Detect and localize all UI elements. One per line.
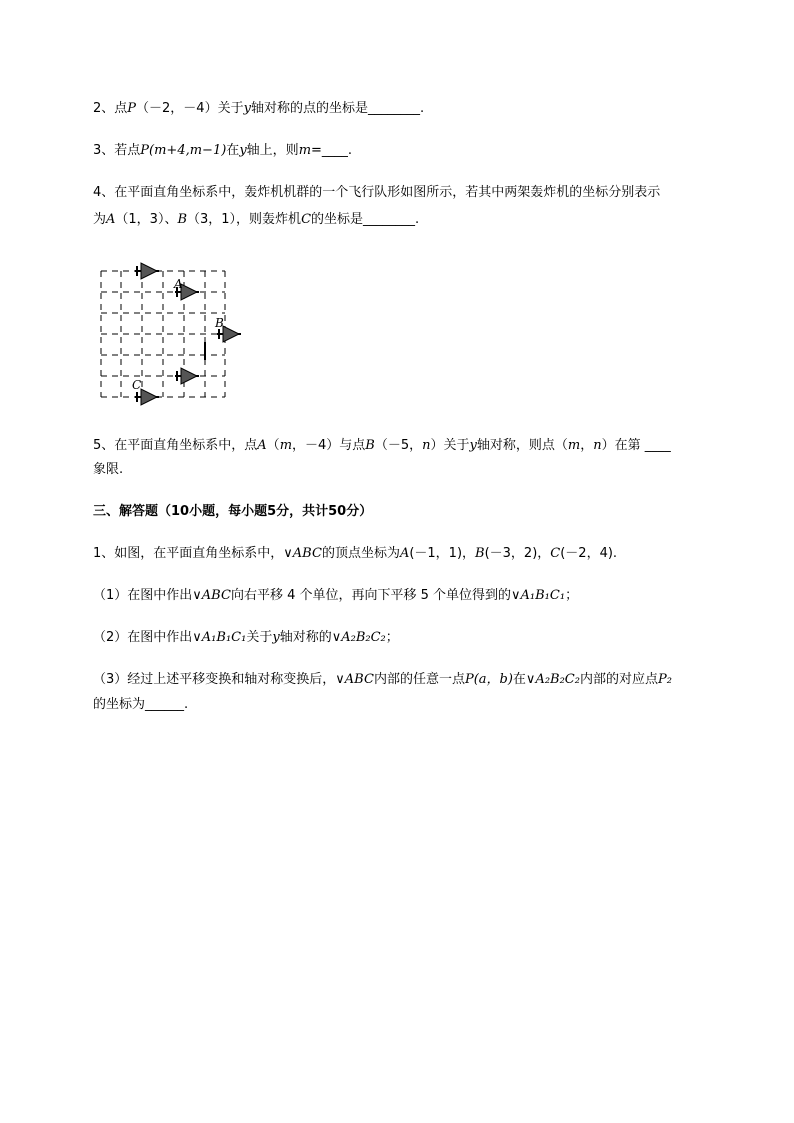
dashed-grid — [101, 271, 225, 397]
problem-1-part-1: （1）在图中作出∨ABC向右平移 4 个单位，再向下平移 5 个单位得到的∨A₁B₁C₁； — [93, 588, 579, 603]
bomber-formation-figure — [95, 262, 255, 407]
problem-1-part-3-line-1: （3）经过上述平移变换和轴对称变换后，∨ABC内部的任意一点P(a，b)在∨A₂B₂C₂内部的对应点P₂ — [93, 672, 672, 687]
question-4-line-2: 为A（1，3）、B（3，1），则轰炸机C的坐标是________. — [93, 212, 420, 227]
question-5-line-1: 5、在平面直角坐标系中，点A（m，－4）与点B（－5，n）关于y轴对称，则点（m，n）在第 ____ — [93, 438, 671, 453]
figure-label-a: A — [174, 277, 183, 291]
section-3-title: 三、解答题（10小题，每小题5分，共计50分） — [93, 504, 373, 519]
problem-1: 1、如图，在平面直角坐标系中，∨ABC的顶点坐标为A(－1，1)，B(－3，2)，C(－2，4). — [93, 546, 618, 561]
problem-1-part-3-line-2: 的坐标为______. — [93, 697, 189, 712]
figure-label-c: C — [132, 378, 142, 392]
plane-icon — [135, 263, 159, 279]
question-4-line-1: 4、在平面直角坐标系中，轰炸机机群的一个飞行队形如图所示，若其中两架轰炸机的坐标分别表示 — [93, 185, 661, 200]
figure-label-b: B — [215, 316, 224, 330]
question-5-line-2: 象限. — [93, 462, 124, 477]
question-2: 2、点P（－2，－4）关于y轴对称的点的坐标是________. — [93, 101, 425, 116]
question-3: 3、若点P(m+4,m−1)在y轴上，则m=____. — [93, 143, 353, 158]
plane-icon — [175, 368, 199, 384]
problem-1-part-2: （2）在图中作出∨A₁B₁C₁关于y轴对称的∨A₂B₂C₂； — [93, 630, 399, 645]
